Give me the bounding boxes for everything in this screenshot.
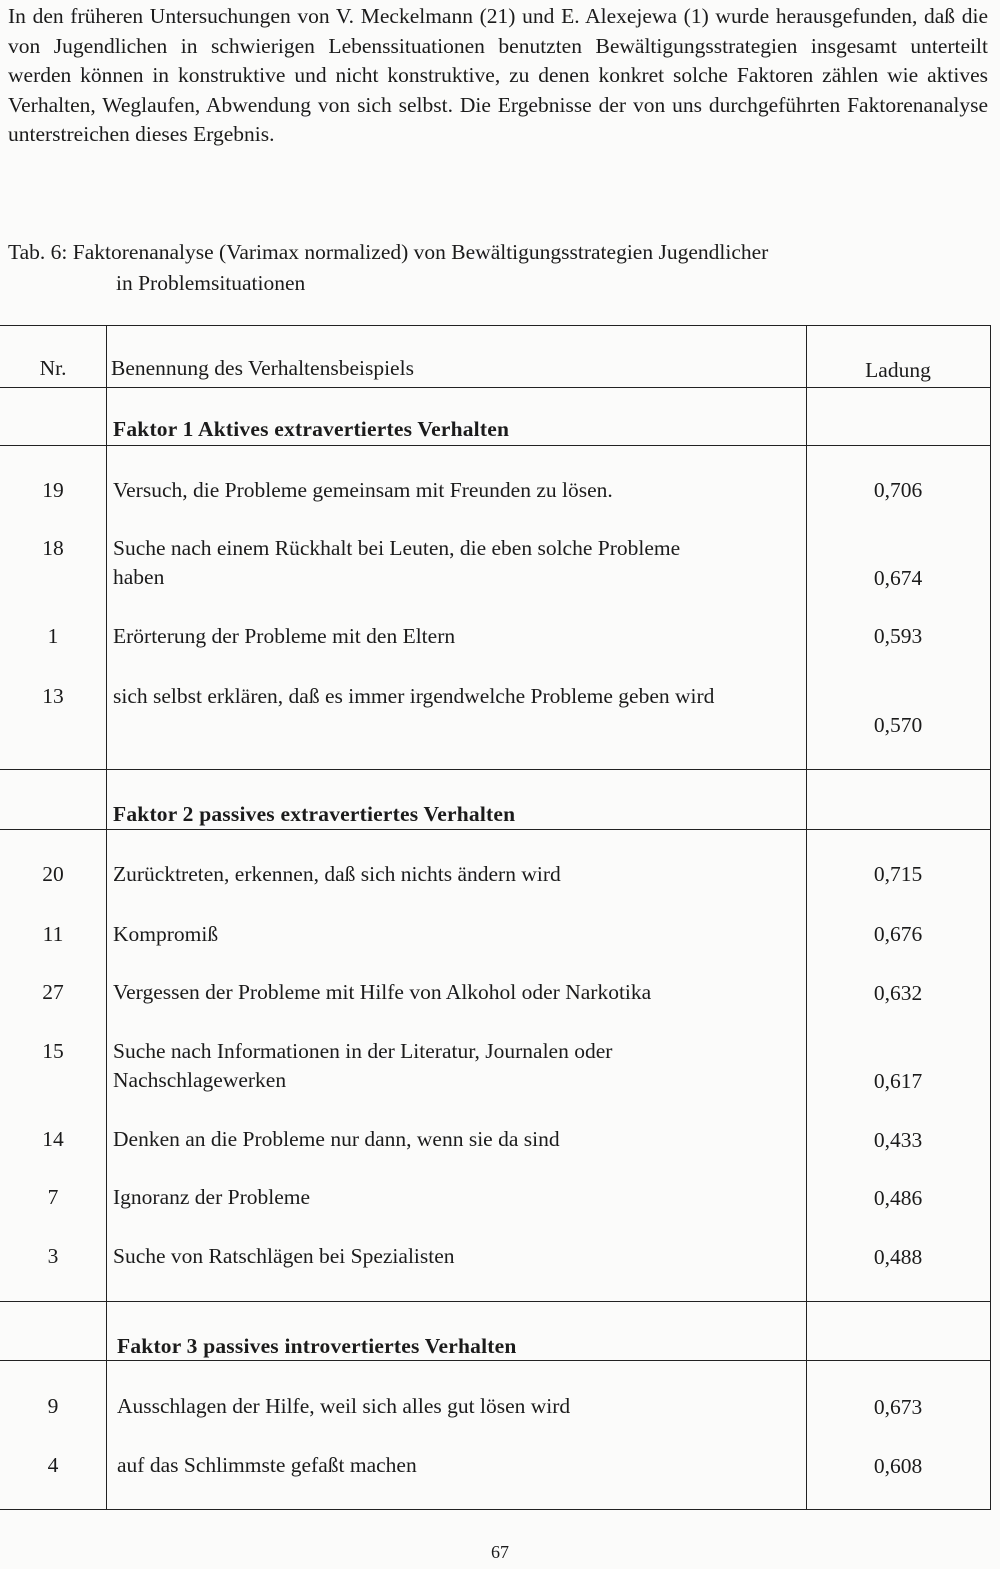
header-name: Benennung des Verhaltensbeispiels — [111, 356, 414, 380]
row-load: 0,593 — [873, 624, 923, 648]
row-text: Suche von Ratschlägen bei Spezialisten — [113, 1244, 455, 1268]
row-load: 0,488 — [873, 1245, 923, 1269]
row-divider — [0, 829, 990, 830]
row-nr: 20 — [42, 862, 64, 886]
row-text: Ignoranz der Probleme — [113, 1185, 311, 1209]
row-text: Suche nach einem Rückhalt bei Leuten, die eben solche Probleme haben — [113, 536, 681, 589]
row-load: 0,673 — [873, 1395, 923, 1419]
intro-paragraph: In den früheren Untersuchungen von V. Meckelmann (21) und E. Alexejewa (1) wurde herausgefunden, daß die von Jugendlichen in schwierigen Lebenssituationen benutzten Bewältigungsstrategien insgesamt unterteilt werden können in konstruktive und nicht konstruktive, zu denen konkret solche Faktoren zählen wie aktives Verhalten, Weglaufen, Abwendung von sich selbst. Die Ergebnisse der von uns durchgeführten Faktorenanalyse unterstreichen dieses Ergebnis. — [8, 4, 988, 146]
column-divider-nr — [106, 326, 107, 1509]
row-load: 0,433 — [873, 1128, 923, 1152]
row-load: 0,676 — [873, 922, 923, 946]
row-nr: 13 — [42, 684, 64, 708]
caption-line-2: in Problemsituationen — [116, 271, 306, 295]
row-text: sich selbst erklären, daß es immer irgendwelche Probleme geben wird — [113, 684, 715, 708]
row-load: 0,486 — [873, 1186, 923, 1210]
row-nr: 27 — [42, 980, 64, 1004]
row-load: 0,617 — [873, 1069, 923, 1093]
row-text: Denken an die Probleme nur dann, wenn sie da sind — [113, 1127, 560, 1151]
row-nr: 4 — [47, 1453, 59, 1477]
row-text: Zurücktreten, erkennen, daß sich nichts ändern wird — [113, 862, 561, 886]
factor-3-title: Faktor 3 passives introvertiertes Verhalten — [117, 1334, 517, 1358]
row-load: 0,715 — [873, 862, 923, 886]
row-nr: 18 — [42, 536, 64, 560]
row-text: Suche nach Informationen in der Literatur, Journalen oder Nachschlagewerken — [113, 1039, 613, 1092]
row-load: 0,570 — [873, 713, 923, 737]
row-text: auf das Schlimmste gefaßt machen — [117, 1453, 417, 1477]
row-text: Erörterung der Probleme mit den Eltern — [113, 624, 456, 648]
row-text: Versuch, die Probleme gemeinsam mit Freunden zu lösen. — [113, 478, 613, 502]
caption-line-1: Tab. 6: Faktorenanalyse (Varimax normalized) von Bewältigungsstrategien Jugendlicher — [8, 240, 769, 264]
row-load: 0,706 — [873, 478, 923, 502]
table-caption — [8, 237, 988, 299]
row-nr: 19 — [42, 478, 64, 502]
factor-table — [0, 325, 991, 1510]
row-nr: 7 — [47, 1185, 59, 1209]
header-load: Ladung — [865, 358, 931, 382]
row-divider — [0, 445, 990, 446]
row-nr: 15 — [42, 1039, 64, 1063]
row-nr: 3 — [47, 1244, 59, 1268]
page-number: 67 — [491, 1542, 509, 1562]
row-nr: 11 — [42, 922, 64, 946]
row-text: Vergessen der Probleme mit Hilfe von Alkohol oder Narkotika — [113, 980, 652, 1004]
row-divider — [0, 769, 990, 770]
row-load: 0,608 — [873, 1454, 923, 1478]
row-divider — [0, 387, 990, 388]
row-nr: 9 — [47, 1394, 59, 1418]
row-text: Ausschlagen der Hilfe, weil sich alles gut lösen wird — [117, 1394, 571, 1418]
row-load: 0,632 — [873, 981, 923, 1005]
header-nr: Nr. — [39, 356, 67, 380]
factor-2-title: Faktor 2 passives extravertiertes Verhalten — [113, 802, 516, 826]
row-nr: 1 — [47, 624, 59, 648]
row-divider — [0, 1301, 990, 1302]
factor-1-title: Faktor 1 Aktives extravertiertes Verhalten — [113, 417, 510, 441]
row-text: Kompromiß — [113, 922, 219, 946]
row-load: 0,674 — [873, 566, 923, 590]
row-nr: 14 — [42, 1127, 64, 1151]
